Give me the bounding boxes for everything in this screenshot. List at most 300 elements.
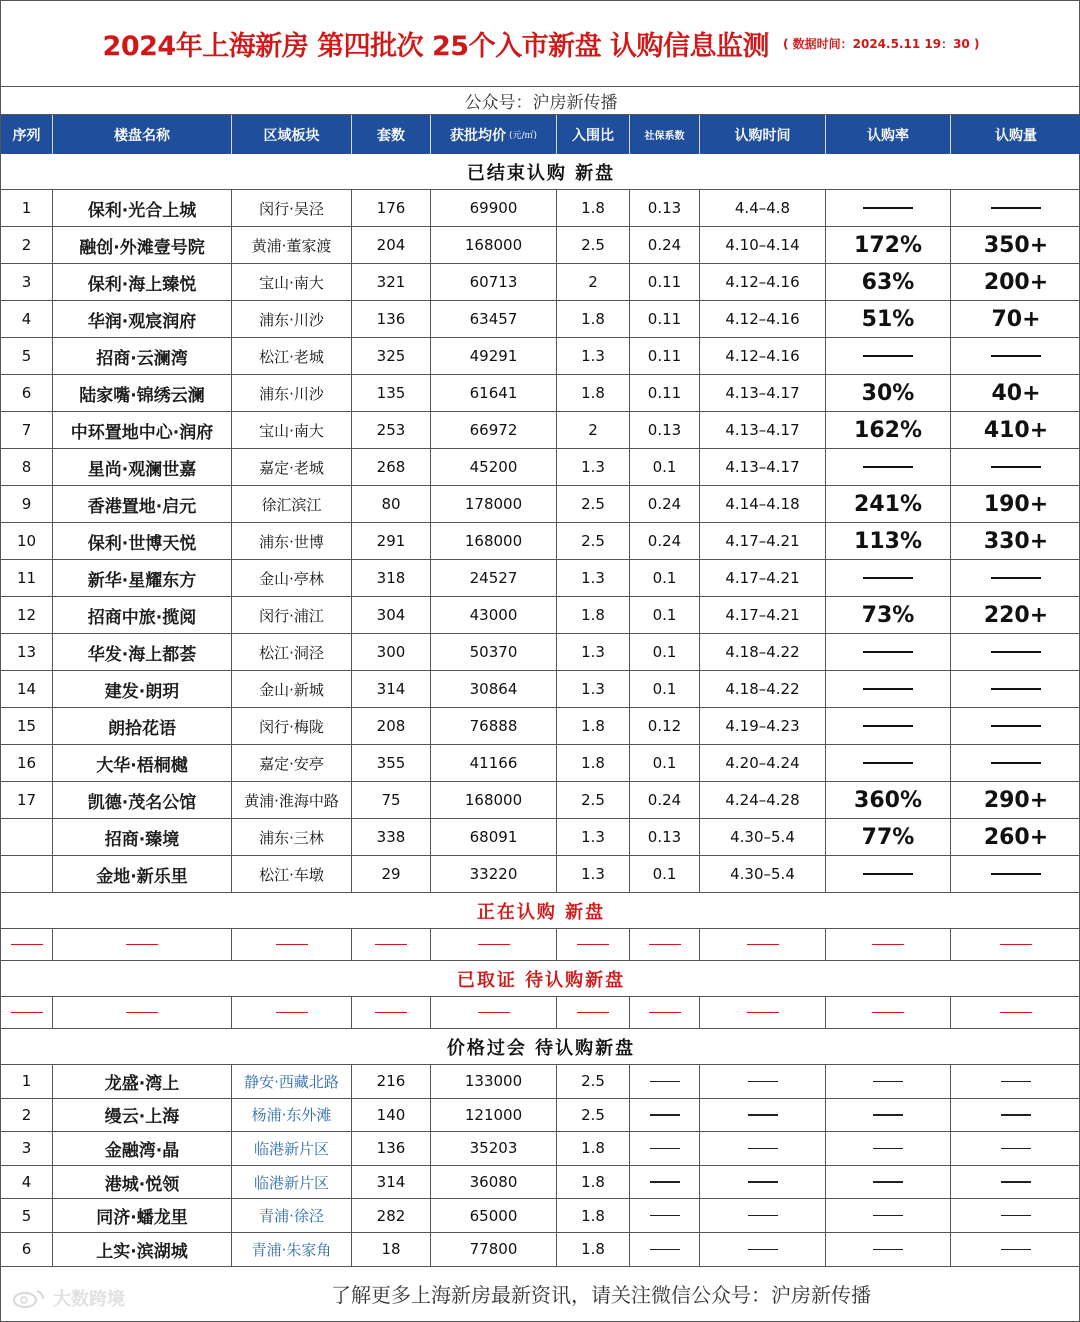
cell-name: 凯德·茂名公馆	[53, 782, 232, 818]
cell-idx: 5	[1, 338, 53, 374]
cell-rate: 63%	[826, 264, 951, 300]
dash-mark	[650, 1114, 680, 1116]
cell-period: 4.20–4.24	[700, 745, 826, 781]
cell-name: 朗拾花语	[53, 708, 232, 744]
cell-rate: 51%	[826, 301, 951, 337]
cell-ratio: 1.8	[557, 375, 630, 411]
cell-volume	[951, 634, 1080, 670]
red-dash-mark	[577, 1012, 609, 1014]
dash-mark	[748, 1114, 778, 1116]
cell-coef: 0.24	[630, 486, 700, 522]
cell-ratio: 1.3	[557, 634, 630, 670]
empty-cell	[951, 1099, 1080, 1132]
placeholder-cell	[951, 997, 1080, 1028]
empty-cell	[630, 1065, 700, 1098]
col-area: 区域板块	[232, 115, 352, 154]
cell-units: 29	[352, 856, 431, 892]
cell-price: 41166	[431, 745, 557, 781]
cell-idx: 10	[1, 523, 53, 559]
cell-name: 港城·悦领	[53, 1166, 232, 1199]
account-row	[1, 87, 1080, 115]
table-row	[1, 1199, 1080, 1233]
section-certified: 已取证 待认购新盘	[1, 961, 1080, 997]
cell-name: 华润·观宸润府	[53, 301, 232, 337]
watermark	[11, 1285, 125, 1311]
cell-price: 68091	[431, 819, 557, 855]
red-dash-mark	[126, 1012, 158, 1014]
table-row	[1, 449, 1080, 486]
dash-mark	[1001, 1114, 1031, 1116]
dash-mark	[863, 762, 913, 764]
table-row	[1, 1233, 1080, 1267]
dash-mark	[863, 577, 913, 579]
cell-volume: 260+	[983, 824, 1049, 850]
col-period: 认购时间	[700, 115, 826, 154]
cell-coef: 0.24	[630, 782, 700, 818]
cell-area: 金山·亭林	[232, 560, 352, 596]
cell-idx: 12	[1, 597, 53, 633]
cell-coef: 0.11	[630, 264, 700, 300]
cell-area: 嘉定·老城	[232, 449, 352, 485]
cell-units: 176	[352, 190, 431, 226]
cell-name: 保利·光合上城	[53, 190, 232, 226]
cell-area: 浦东·川沙	[232, 301, 352, 337]
cell-ratio: 1.3	[557, 560, 630, 596]
cell-name: 招商·臻境	[53, 819, 232, 855]
cell-rate	[826, 634, 951, 670]
cell-area: 松江·洞泾	[232, 634, 352, 670]
cell-volume: 190+	[983, 491, 1049, 517]
cell-idx: 5	[1, 1199, 53, 1232]
cell-units: 314	[352, 1166, 431, 1199]
cell-units: 140	[352, 1099, 431, 1132]
cell-price: 168000	[431, 523, 557, 559]
cell-units: 318	[352, 560, 431, 596]
dash-mark	[1001, 1249, 1031, 1251]
cell-name: 大华·梧桐樾	[53, 745, 232, 781]
col-coef: 社保系数	[630, 115, 700, 154]
dash-mark	[873, 1215, 903, 1217]
empty-cell	[951, 1233, 1080, 1266]
dash-mark	[863, 207, 913, 209]
cell-ratio: 1.3	[557, 338, 630, 374]
dash-mark	[873, 1181, 903, 1183]
cell-rate: 241%	[826, 486, 951, 522]
cell-ratio: 1.3	[557, 819, 630, 855]
dash-mark	[873, 1114, 903, 1116]
cell-name: 同济·蟠龙里	[53, 1199, 232, 1232]
cell-units: 325	[352, 338, 431, 374]
cell-area: 浦东·三林	[232, 819, 352, 855]
cell-area: 松江·老城	[232, 338, 352, 374]
cell-volume: 200+	[983, 269, 1049, 295]
cell-name: 龙盛·湾上	[53, 1065, 232, 1098]
cell-period: 4.24–4.28	[700, 782, 826, 818]
dash-mark	[991, 577, 1041, 579]
empty-cell	[826, 1166, 951, 1199]
placeholder-cell	[826, 997, 951, 1028]
cell-price: 60713	[431, 264, 557, 300]
cell-rate: 30%	[826, 375, 951, 411]
cell-units: 300	[352, 634, 431, 670]
watermark-text: 大数跨境	[53, 1289, 125, 1310]
red-dash-mark	[1000, 944, 1032, 946]
placeholder-cell	[630, 997, 700, 1028]
cell-volume: 350+	[983, 232, 1049, 258]
cell-area: 宝山·南大	[232, 412, 352, 448]
cell-coef: 0.11	[630, 338, 700, 374]
cell-coef: 0.1	[630, 597, 700, 633]
cell-idx: 16	[1, 745, 53, 781]
placeholder-cell	[630, 929, 700, 960]
cell-ratio: 2.5	[557, 1065, 630, 1098]
placeholder-cell	[826, 929, 951, 960]
cell-idx: 9	[1, 486, 53, 522]
cell-volume	[951, 338, 1080, 374]
cell-price: 49291	[431, 338, 557, 374]
cell-area: 松江·车墩	[232, 856, 352, 892]
red-dash-mark	[478, 1012, 510, 1014]
cell-coef: 0.1	[630, 856, 700, 892]
table-row	[1, 597, 1080, 634]
table-header	[1, 115, 1080, 154]
placeholder-cell	[232, 929, 352, 960]
table-row	[1, 486, 1080, 523]
cell-name: 金融湾·晶	[53, 1132, 232, 1165]
cell-ratio: 1.8	[557, 301, 630, 337]
cell-period: 4.13–4.17	[700, 449, 826, 485]
cell-period: 4.13–4.17	[700, 412, 826, 448]
title-row	[1, 1, 1080, 87]
table-row	[1, 1099, 1080, 1133]
cell-units: 253	[352, 412, 431, 448]
empty-cell	[951, 1065, 1080, 1098]
cell-units: 18	[352, 1233, 431, 1266]
cell-idx: 1	[1, 1065, 53, 1098]
empty-cell	[951, 1132, 1080, 1165]
cell-rate	[826, 745, 951, 781]
cell-rate	[826, 449, 951, 485]
placeholder-cell	[53, 997, 232, 1028]
dash-mark	[650, 1181, 680, 1183]
cell-ratio: 2.5	[557, 227, 630, 263]
cell-area: 徐汇滨江	[232, 486, 352, 522]
col-ratio: 入围比	[557, 115, 630, 154]
empty-cell	[826, 1065, 951, 1098]
dash-mark	[748, 1215, 778, 1217]
placeholder-cell	[352, 997, 431, 1028]
placeholder-cell	[700, 929, 826, 960]
cell-name: 华发·海上都荟	[53, 634, 232, 670]
cell-name: 香港置地·启元	[53, 486, 232, 522]
dash-mark	[650, 1081, 680, 1083]
cell-coef: 0.24	[630, 523, 700, 559]
col-price-label: 获批均价	[449, 127, 506, 144]
cell-period: 4.14–4.18	[700, 486, 826, 522]
cell-volume: 70+	[991, 306, 1041, 332]
empty-cell	[700, 1065, 826, 1098]
cell-coef: 0.24	[630, 227, 700, 263]
footer	[1, 1263, 1080, 1322]
red-dash-mark	[577, 944, 609, 946]
cell-price: 77800	[431, 1233, 557, 1266]
red-dash-mark	[276, 1012, 308, 1014]
cell-period: 4.12–4.16	[700, 338, 826, 374]
cell-volume	[951, 449, 1080, 485]
cell-coef: 0.11	[630, 375, 700, 411]
red-dash-mark	[478, 944, 510, 946]
cell-idx: 4	[1, 301, 53, 337]
cell-period: 4.18–4.22	[700, 671, 826, 707]
dash-mark	[748, 1181, 778, 1183]
cell-price: 66972	[431, 412, 557, 448]
dash-mark	[1001, 1181, 1031, 1183]
cell-period: 4.17–4.21	[700, 523, 826, 559]
cell-ratio: 1.8	[557, 190, 630, 226]
placeholder-cell	[352, 929, 431, 960]
cell-units: 314	[352, 671, 431, 707]
cell-coef: 0.1	[630, 449, 700, 485]
cell-units: 136	[352, 1132, 431, 1165]
red-dash-mark	[11, 944, 43, 946]
cell-ratio: 2	[557, 264, 630, 300]
cell-units: 80	[352, 486, 431, 522]
cell-area: 闵行·吴泾	[232, 190, 352, 226]
red-dash-mark	[1000, 1012, 1032, 1014]
empty-cell	[630, 1199, 700, 1232]
cell-coef: 0.11	[630, 301, 700, 337]
table-row	[1, 523, 1080, 560]
empty-cell	[700, 1099, 826, 1132]
cell-idx: 3	[1, 1132, 53, 1165]
cell-units: 135	[352, 375, 431, 411]
col-rate: 认购率	[826, 115, 951, 154]
red-dash-mark	[126, 944, 158, 946]
cell-period: 4.17–4.21	[700, 560, 826, 596]
cell-area: 杨浦·东外滩	[232, 1099, 352, 1132]
table-row	[1, 264, 1080, 301]
cell-idx: 6	[1, 375, 53, 411]
col-name: 楼盘名称	[53, 115, 232, 154]
cell-price: 178000	[431, 486, 557, 522]
placeholder-cell	[700, 997, 826, 1028]
cell-coef: 0.1	[630, 634, 700, 670]
cell-name: 新华·星耀东方	[53, 560, 232, 596]
cell-units: 338	[352, 819, 431, 855]
cell-ratio: 1.3	[557, 449, 630, 485]
cell-area: 青浦·朱家角	[232, 1233, 352, 1266]
dash-mark	[991, 725, 1041, 727]
cell-rate	[826, 671, 951, 707]
cell-units: 268	[352, 449, 431, 485]
cell-rate: 360%	[826, 782, 951, 818]
cell-idx: 13	[1, 634, 53, 670]
cell-volume	[951, 856, 1080, 892]
cell-idx: 3	[1, 264, 53, 300]
empty-cell	[826, 1099, 951, 1132]
cell-idx: 2	[1, 1099, 53, 1132]
cell-coef: 0.1	[630, 560, 700, 596]
col-volume: 认购量	[995, 127, 1037, 144]
empty-cell	[700, 1166, 826, 1199]
cell-period: 4.4–4.8	[700, 190, 826, 226]
col-price-unit: (元/㎡)	[508, 131, 538, 141]
cell-coef: 0.12	[630, 708, 700, 744]
dash-mark	[1001, 1081, 1031, 1083]
cell-period: 4.30–5.4	[700, 819, 826, 855]
cell-price: 76888	[431, 708, 557, 744]
placeholder-cell	[53, 929, 232, 960]
table-row	[1, 1065, 1080, 1099]
cell-ratio: 2	[557, 412, 630, 448]
cell-units: 75	[352, 782, 431, 818]
table-body	[1, 154, 1080, 1267]
cell-coef: 0.1	[630, 671, 700, 707]
cell-price: 121000	[431, 1099, 557, 1132]
cell-price: 168000	[431, 227, 557, 263]
red-dash-mark	[747, 944, 779, 946]
cell-rate	[826, 338, 951, 374]
dash-mark	[650, 1249, 680, 1251]
data-time: ( 数据时间：2024.5.11 19：30 )	[782, 37, 980, 51]
cell-price: 69900	[431, 190, 557, 226]
cell-ratio: 1.8	[557, 1199, 630, 1232]
placeholder-cell	[431, 997, 557, 1028]
cell-ratio: 1.8	[557, 1132, 630, 1165]
cell-area: 静安·西藏北路	[232, 1065, 352, 1098]
cell-price: 30864	[431, 671, 557, 707]
cell-units: 208	[352, 708, 431, 744]
cell-name: 金地·新乐里	[53, 856, 232, 892]
cell-area: 黄浦·董家渡	[232, 227, 352, 263]
red-dash-mark	[276, 944, 308, 946]
cell-ratio: 1.8	[557, 1166, 630, 1199]
placeholder-cell	[431, 929, 557, 960]
cell-ratio: 1.8	[557, 597, 630, 633]
table-row	[1, 338, 1080, 375]
empty-cell	[700, 1233, 826, 1266]
cell-ratio: 1.8	[557, 745, 630, 781]
cell-area: 黄浦·淮海中路	[232, 782, 352, 818]
cell-name: 招商中旅·揽阅	[53, 597, 232, 633]
cell-price: 63457	[431, 301, 557, 337]
cell-idx: 11	[1, 560, 53, 596]
dash-mark	[650, 1148, 680, 1150]
cell-area: 嘉定·安亭	[232, 745, 352, 781]
cell-volume	[951, 745, 1080, 781]
table-row	[1, 190, 1080, 227]
cell-area: 青浦·徐泾	[232, 1199, 352, 1232]
red-dash-mark	[11, 1012, 43, 1014]
cell-idx	[1, 856, 53, 892]
empty-cell	[951, 1199, 1080, 1232]
dash-mark	[873, 1081, 903, 1083]
cell-volume: 40+	[991, 380, 1041, 406]
cell-idx: 15	[1, 708, 53, 744]
cell-period: 4.30–5.4	[700, 856, 826, 892]
dash-mark	[991, 466, 1041, 468]
cell-units: 321	[352, 264, 431, 300]
table-row	[1, 301, 1080, 338]
cell-name: 中环置地中心·润府	[53, 412, 232, 448]
table-row	[1, 708, 1080, 745]
dash-mark	[863, 466, 913, 468]
cell-rate: 73%	[826, 597, 951, 633]
cell-name: 融创·外滩壹号院	[53, 227, 232, 263]
cell-idx: 14	[1, 671, 53, 707]
dash-mark	[1001, 1215, 1031, 1217]
cell-ratio: 2.5	[557, 523, 630, 559]
red-dash-mark	[375, 944, 407, 946]
cell-rate	[826, 560, 951, 596]
cell-units: 204	[352, 227, 431, 263]
empty-cell	[630, 1166, 700, 1199]
red-dash-mark	[747, 1012, 779, 1014]
col-index: 序列	[1, 115, 53, 154]
cell-rate: 113%	[826, 523, 951, 559]
cell-price: 61641	[431, 375, 557, 411]
cell-idx: 8	[1, 449, 53, 485]
dash-mark	[991, 762, 1041, 764]
cell-price: 45200	[431, 449, 557, 485]
cell-name: 招商·云澜湾	[53, 338, 232, 374]
cell-volume: 330+	[983, 528, 1049, 554]
section-ongoing: 正在认购 新盘	[1, 893, 1080, 929]
col-price	[431, 115, 557, 154]
cell-period: 4.18–4.22	[700, 634, 826, 670]
table-row	[1, 412, 1080, 449]
empty-cell	[826, 1199, 951, 1232]
cell-volume	[951, 560, 1080, 596]
dash-mark	[873, 1249, 903, 1251]
cell-volume	[951, 708, 1080, 744]
cell-price: 35203	[431, 1132, 557, 1165]
cell-ratio: 1.3	[557, 671, 630, 707]
dash-mark	[863, 873, 913, 875]
cell-idx	[1, 819, 53, 855]
table-row	[1, 560, 1080, 597]
cell-units: 216	[352, 1065, 431, 1098]
cell-volume	[951, 671, 1080, 707]
dash-mark	[863, 355, 913, 357]
red-dash-mark	[375, 1012, 407, 1014]
dash-mark	[863, 725, 913, 727]
empty-cell	[826, 1132, 951, 1165]
cell-volume: 410+	[983, 417, 1049, 443]
cell-price: 65000	[431, 1199, 557, 1232]
cell-area: 浦东·世博	[232, 523, 352, 559]
placeholder-cell	[1, 997, 53, 1028]
cell-idx: 4	[1, 1166, 53, 1199]
table-row	[1, 634, 1080, 671]
cell-idx: 7	[1, 412, 53, 448]
dash-mark	[873, 1148, 903, 1150]
cell-rate	[826, 708, 951, 744]
cell-area: 临港新片区	[232, 1132, 352, 1165]
footer-text: 了解更多上海新房最新资讯，请关注微信公众号：沪房新传播	[331, 1283, 871, 1307]
cell-price: 133000	[431, 1065, 557, 1098]
cell-rate	[826, 190, 951, 226]
table-row	[1, 782, 1080, 819]
cell-rate: 162%	[826, 412, 951, 448]
cell-ratio: 2.5	[557, 486, 630, 522]
empty-cell	[630, 1233, 700, 1266]
cell-rate	[826, 856, 951, 892]
cell-units: 355	[352, 745, 431, 781]
cell-period: 4.12–4.16	[700, 264, 826, 300]
red-dash-mark	[649, 1012, 681, 1014]
cell-price: 50370	[431, 634, 557, 670]
